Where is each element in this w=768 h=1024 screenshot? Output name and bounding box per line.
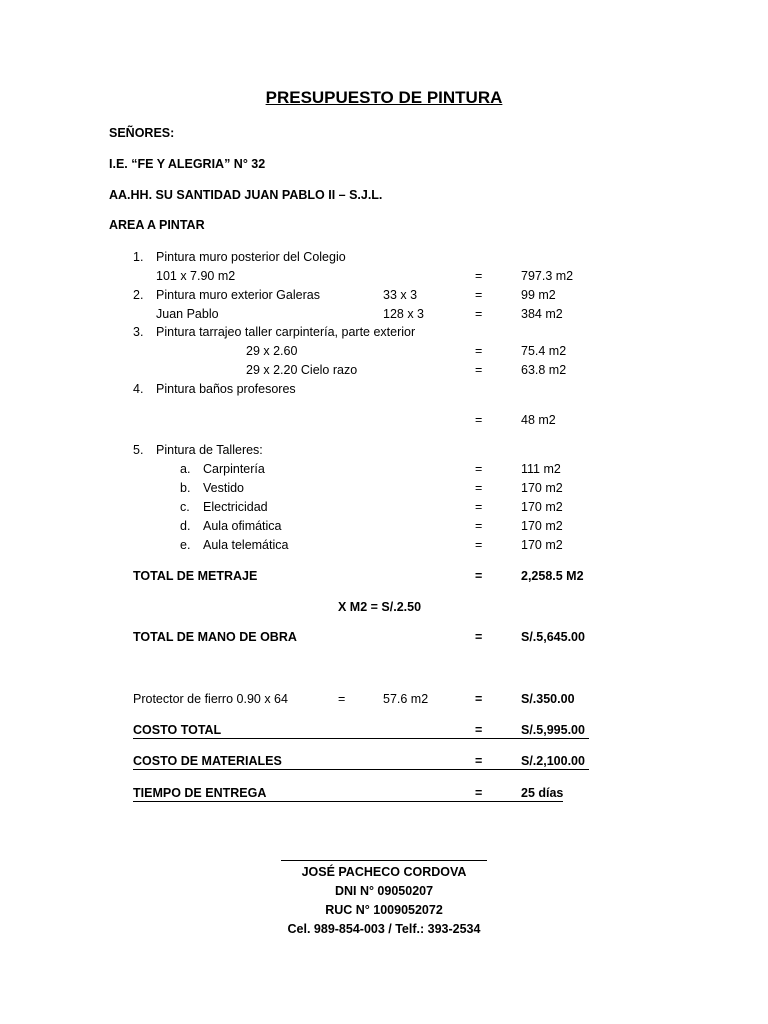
senores-label: SEÑORES:	[109, 126, 175, 140]
signer-dni: DNI N° 09050207	[334, 884, 434, 898]
item-label: Pintura de Talleres:	[156, 443, 263, 457]
sub-value: 170 m2	[521, 538, 563, 552]
item-measure: 29 x 2.20 Cielo razo	[246, 363, 358, 377]
sub-letter: d.	[180, 519, 191, 533]
sub-letter: e.	[180, 538, 191, 552]
sub-value: 170 m2	[521, 519, 563, 533]
costo-total-value: S/.5,995.00	[521, 723, 585, 737]
equals-sign: =	[475, 500, 483, 514]
underline	[133, 769, 589, 770]
costo-total-label: COSTO TOTAL	[133, 723, 222, 737]
sub-value: 111 m2	[521, 462, 561, 476]
item-measure: 29 x 2.60	[246, 344, 298, 358]
sub-value: 170 m2	[521, 500, 563, 514]
sub-name: Vestido	[203, 481, 245, 495]
signature-line	[281, 860, 487, 861]
equals-sign: =	[475, 481, 483, 495]
item-number: 1.	[133, 250, 144, 264]
item-value: 797.3 m2	[521, 269, 574, 283]
item-label: Pintura muro exterior Galeras	[156, 288, 320, 302]
item-number: 4.	[133, 382, 144, 396]
sub-value: 170 m2	[521, 481, 563, 495]
item-value: 99 m2	[521, 288, 556, 302]
address-line: AA.HH. SU SANTIDAD JUAN PABLO II – S.J.L.	[109, 188, 383, 202]
item-label: Pintura muro posterior del Colegio	[156, 250, 346, 264]
signer-ruc: RUC N° 1009052072	[325, 903, 443, 917]
item-dimension: 33 x 3	[383, 288, 418, 302]
rate-per-m2: X M2 = S/.2.50	[338, 600, 422, 614]
equals-sign: =	[475, 723, 483, 737]
institution-name: I.E. “FE Y ALEGRIA” N° 32	[109, 157, 266, 171]
equals-sign: =	[475, 307, 483, 321]
item-value: 75.4 m2	[521, 344, 567, 358]
equals-sign: =	[475, 630, 483, 644]
sub-letter: a.	[180, 462, 191, 476]
equals-sign: =	[475, 538, 483, 552]
document-title: PRESUPUESTO DE PINTURA	[265, 88, 503, 107]
equals-sign: =	[475, 344, 483, 358]
costo-materiales-value: S/.2,100.00	[521, 754, 585, 768]
item-number: 2.	[133, 288, 144, 302]
underline	[133, 738, 589, 739]
signer-name: JOSÉ PACHECO CORDOVA	[301, 865, 467, 879]
total-mano-obra-value: S/.5,645.00	[521, 630, 585, 644]
sub-letter: b.	[180, 481, 191, 495]
item-measure: 101 x 7.90 m2	[156, 269, 236, 283]
equals-sign: =	[475, 288, 483, 302]
total-mano-obra-label: TOTAL DE MANO DE OBRA	[133, 630, 297, 644]
equals-sign: =	[475, 569, 483, 583]
signer-phones: Cel. 989-854-003 / Telf.: 393-2534	[287, 922, 481, 936]
equals-sign: =	[475, 462, 483, 476]
sub-letter: c.	[180, 500, 190, 514]
protector-value: S/.350.00	[521, 692, 575, 706]
item-value: 384 m2	[521, 307, 563, 321]
equals-sign: =	[475, 519, 483, 533]
equals-sign: =	[475, 692, 483, 706]
item-sublabel: Juan Pablo	[156, 307, 219, 321]
item-number: 3.	[133, 325, 144, 339]
item-number: 5.	[133, 443, 144, 457]
sub-name: Aula ofimática	[203, 519, 282, 533]
item-value: 48 m2	[521, 413, 556, 427]
sub-name: Electricidad	[203, 500, 268, 514]
underline	[133, 801, 563, 802]
equals-sign: =	[338, 692, 346, 706]
item-label: Pintura tarrajeo taller carpintería, parte exterior	[156, 325, 416, 339]
total-metraje-label: TOTAL DE METRAJE	[133, 569, 258, 583]
item-value: 63.8 m2	[521, 363, 567, 377]
area-heading: AREA A PINTAR	[109, 218, 205, 232]
sub-name: Aula telemática	[203, 538, 289, 552]
costo-materiales-label: COSTO DE MATERIALES	[133, 754, 282, 768]
protector-label: Protector de fierro 0.90 x 64	[133, 692, 288, 706]
item-label: Pintura baños profesores	[156, 382, 296, 396]
equals-sign: =	[475, 754, 483, 768]
sub-name: Carpintería	[203, 462, 265, 476]
total-metraje-value: 2,258.5 M2	[521, 569, 584, 583]
tiempo-entrega-value: 25 días	[521, 786, 564, 800]
equals-sign: =	[475, 269, 483, 283]
protector-area: 57.6 m2	[383, 692, 429, 706]
tiempo-entrega-label: TIEMPO DE ENTREGA	[133, 786, 267, 800]
equals-sign: =	[475, 413, 483, 427]
item-dimension: 128 x 3	[383, 307, 425, 321]
equals-sign: =	[475, 363, 483, 377]
equals-sign: =	[475, 786, 483, 800]
